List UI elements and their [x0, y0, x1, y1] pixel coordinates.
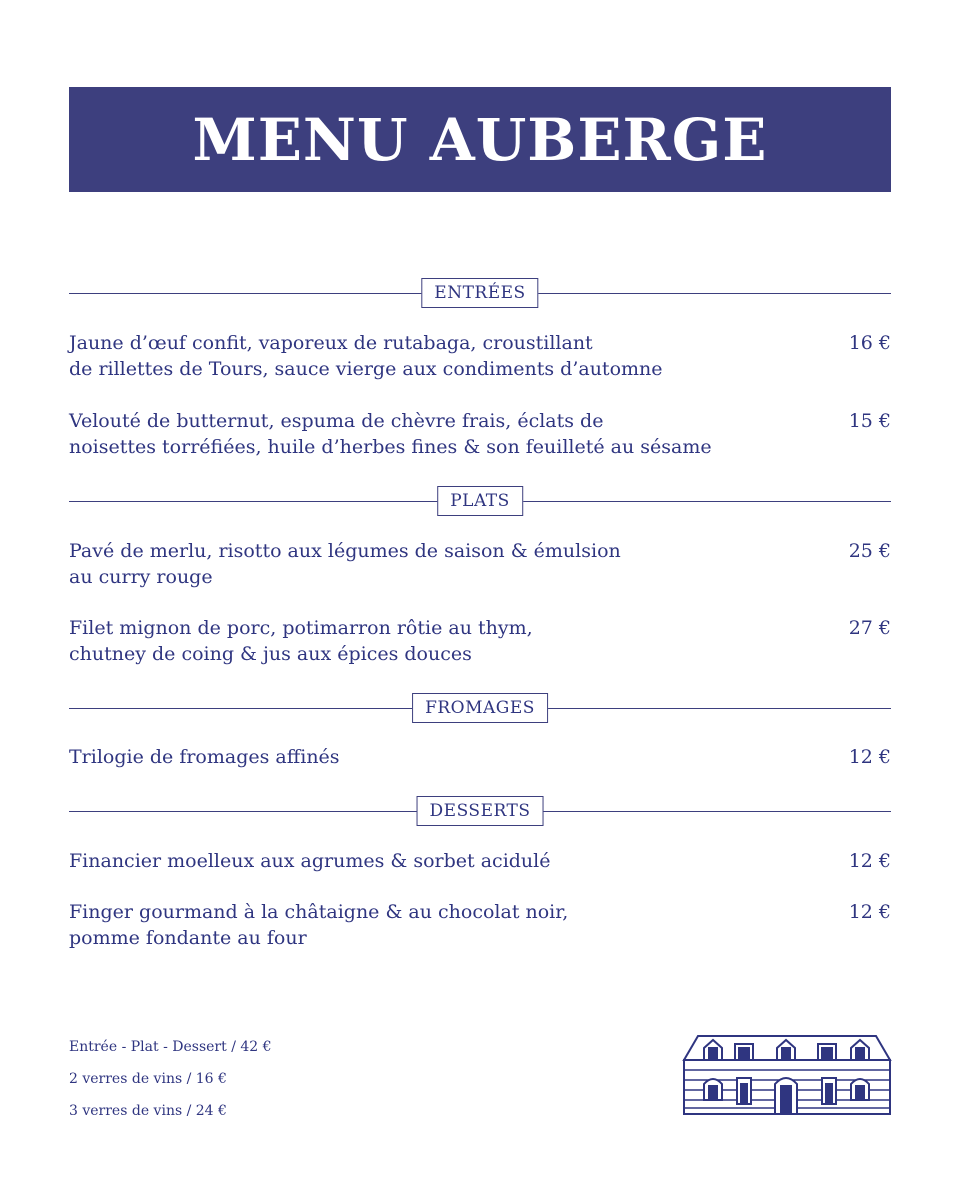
inn-building-icon — [682, 1034, 892, 1116]
item-description-line: Trilogie de fromages affinés — [69, 746, 340, 768]
section-label-fromages: FROMAGES — [412, 693, 548, 723]
section-header-plats — [69, 486, 891, 516]
menu-item — [69, 615, 891, 667]
section-label-desserts: DESSERTS — [417, 796, 544, 826]
item-description-line: Filet mignon de porc, potimarron rôtie au thym, — [69, 617, 533, 639]
item-price: 16 € — [848, 332, 891, 354]
item-price: 25 € — [848, 540, 891, 562]
section-header-entrees — [69, 278, 891, 308]
item-description — [69, 538, 809, 590]
section-header-desserts — [69, 796, 891, 826]
section-label-plats: PLATS — [437, 486, 523, 516]
item-description-line: Velouté de butternut, espuma de chèvre frais, éclats de — [69, 410, 604, 432]
item-price: 15 € — [848, 410, 891, 432]
formula-line: Entrée - Plat - Dessert / 42 € — [69, 1039, 272, 1055]
menu-item — [69, 848, 891, 874]
item-description-line: noisettes torréfiées, huile d’herbes fines & son feuilleté au sésame — [69, 436, 712, 458]
menu-item — [69, 744, 891, 770]
menu-title: MENU AUBERGE — [192, 105, 768, 174]
item-description-line: de rillettes de Tours, sauce vierge aux condiments d’automne — [69, 358, 663, 380]
item-description-line: Finger gourmand à la châtaigne & au chocolat noir, — [69, 901, 569, 923]
item-description-line: Pavé de merlu, risotto aux légumes de saison & émulsion — [69, 540, 621, 562]
formula-line: 2 verres de vins / 16 € — [69, 1071, 227, 1087]
item-description-line: Financier moelleux aux agrumes & sorbet acidulé — [69, 850, 551, 872]
item-description — [69, 408, 809, 460]
item-description — [69, 744, 809, 770]
item-description-line: chutney de coing & jus aux épices douces — [69, 643, 472, 665]
item-description — [69, 330, 809, 382]
item-price: 27 € — [848, 617, 891, 639]
item-description — [69, 615, 809, 667]
menu-item — [69, 538, 891, 590]
section-label-entrees: ENTRÉES — [421, 278, 538, 308]
menu-item — [69, 330, 891, 382]
item-price: 12 € — [848, 850, 891, 872]
item-description — [69, 848, 809, 874]
item-price: 12 € — [848, 746, 891, 768]
menu-item — [69, 899, 891, 951]
menu-item — [69, 408, 891, 460]
item-price: 12 € — [848, 901, 891, 923]
formula-list — [69, 1031, 272, 1127]
item-description-line: au curry rouge — [69, 566, 213, 588]
title-banner — [69, 87, 891, 192]
section-header-fromages — [69, 693, 891, 723]
formula-line: 3 verres de vins / 24 € — [69, 1103, 227, 1119]
item-description-line: pomme fondante au four — [69, 927, 307, 949]
item-description — [69, 899, 809, 951]
item-description-line: Jaune d’œuf confit, vaporeux de rutabaga, croustillant — [69, 332, 593, 354]
